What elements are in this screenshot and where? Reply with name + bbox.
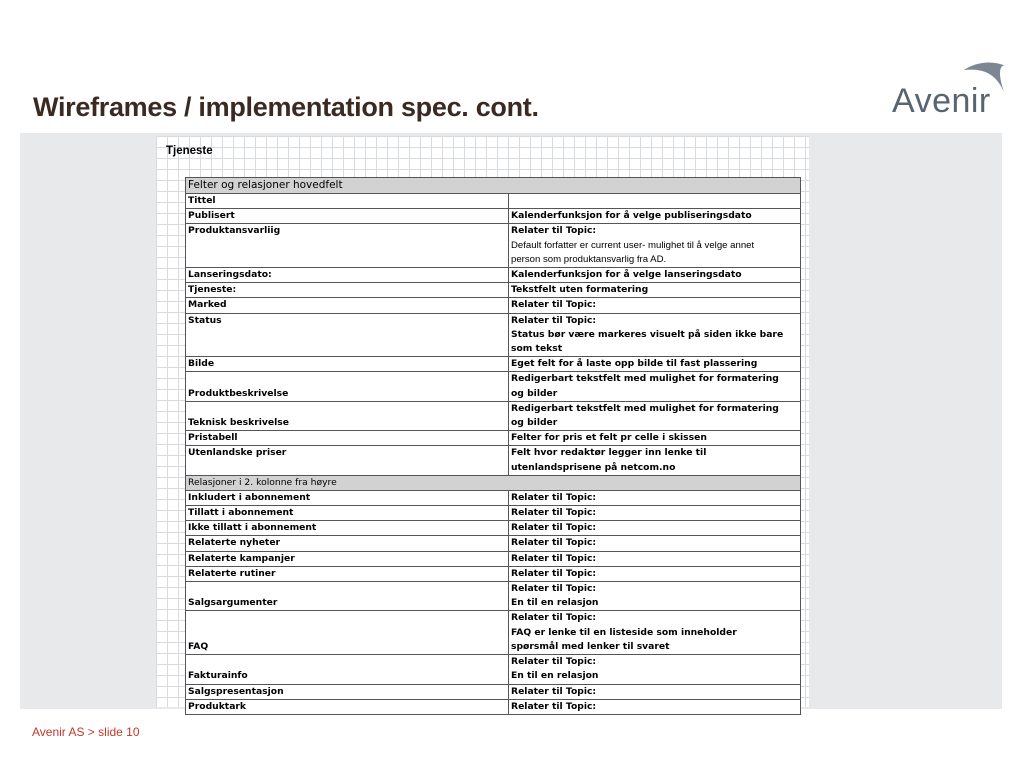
table-row bbox=[186, 401, 801, 430]
description-line: Relater til Topic: bbox=[511, 656, 597, 668]
description-line: Relater til Topic: bbox=[511, 552, 597, 564]
field-description-cell bbox=[509, 611, 801, 655]
table-row bbox=[186, 684, 801, 699]
table-row bbox=[186, 209, 801, 224]
field-description-cell bbox=[509, 536, 801, 551]
description-line: Relater til Topic: bbox=[511, 583, 597, 595]
field-description-cell bbox=[509, 431, 801, 446]
field-description-cell bbox=[509, 551, 801, 566]
field-description-cell bbox=[509, 446, 801, 475]
description-line: Relater til Topic: bbox=[511, 491, 597, 503]
section-header: Relasjoner i 2. kolonne fra høyre bbox=[186, 475, 801, 490]
description-line: Felter for pris et felt pr celle i skissen bbox=[511, 432, 707, 444]
description-line: Tekstfelt uten formatering bbox=[511, 284, 649, 296]
table-row bbox=[186, 699, 801, 714]
description-line: person som produktansvarlig fra AD. bbox=[511, 253, 667, 265]
table-row bbox=[186, 655, 801, 684]
field-description-cell bbox=[509, 283, 801, 298]
spec-table bbox=[185, 177, 801, 715]
field-name-cell: Relaterte rutiner bbox=[186, 566, 509, 581]
sheet-title: Tjeneste bbox=[166, 145, 213, 157]
field-description-cell bbox=[509, 699, 801, 714]
logo-text: Avenir bbox=[892, 82, 991, 120]
field-description-cell bbox=[509, 209, 801, 224]
description-line bbox=[511, 194, 798, 208]
description-line: Kalenderfunksjon for å velge publiseringsdato bbox=[511, 210, 752, 222]
table-row bbox=[186, 283, 801, 298]
field-description-cell bbox=[509, 194, 801, 209]
description-line: Default forfatter er current user- mulighet til å velge annet bbox=[511, 239, 755, 251]
table-row bbox=[186, 446, 801, 475]
description-line: Relater til Topic: bbox=[511, 507, 597, 519]
description-line: Redigerbart tekstfelt med mulighet for formatering bbox=[511, 373, 779, 385]
field-name-cell: Produktbeskrivelse bbox=[186, 372, 509, 401]
description-line: spørsmål med lenker til svaret bbox=[511, 640, 670, 652]
description-line: Relater til Topic: bbox=[511, 685, 597, 697]
field-name-cell: Inkludert i abonnement bbox=[186, 490, 509, 505]
field-name-cell: Bilde bbox=[186, 357, 509, 372]
table-row bbox=[186, 194, 801, 209]
description-line: Relater til Topic: bbox=[511, 299, 597, 311]
table-row bbox=[186, 431, 801, 446]
field-description-cell bbox=[509, 313, 801, 357]
field-name-cell: Produktark bbox=[186, 699, 509, 714]
field-name-cell: Relaterte kampanjer bbox=[186, 551, 509, 566]
table-row bbox=[186, 298, 801, 313]
table-row bbox=[186, 268, 801, 283]
description-line: Redigerbart tekstfelt med mulighet for formatering bbox=[511, 402, 779, 414]
section-header-row bbox=[186, 178, 801, 194]
field-name-cell: Publisert bbox=[186, 209, 509, 224]
slide-title: Wireframes / implementation spec. cont. bbox=[33, 92, 539, 122]
field-description-cell bbox=[509, 566, 801, 581]
field-name-cell: Salgsargumenter bbox=[186, 582, 509, 611]
section-header: Felter og relasjoner hovedfelt bbox=[186, 178, 801, 194]
field-name-cell: Ikke tillatt i abonnement bbox=[186, 521, 509, 536]
table-row bbox=[186, 582, 801, 611]
description-line: som tekst bbox=[511, 343, 563, 355]
field-name-cell: Utenlandske priser bbox=[186, 446, 509, 475]
table-row bbox=[186, 551, 801, 566]
field-description-cell bbox=[509, 655, 801, 684]
field-description-cell bbox=[509, 506, 801, 521]
description-line: Relater til Topic: bbox=[511, 567, 597, 579]
field-name-cell: Lanseringsdato: bbox=[186, 268, 509, 283]
table-row bbox=[186, 611, 801, 655]
field-name-cell: Salgspresentasjon bbox=[186, 684, 509, 699]
field-description-cell bbox=[509, 357, 801, 372]
field-description-cell bbox=[509, 298, 801, 313]
table-row bbox=[186, 506, 801, 521]
description-line: En til en relasjon bbox=[511, 597, 599, 609]
field-name-cell: Pristabell bbox=[186, 431, 509, 446]
field-description-cell bbox=[509, 582, 801, 611]
avenir-logo bbox=[892, 60, 1007, 126]
field-name-cell: Status bbox=[186, 313, 509, 357]
field-name-cell: Tjeneste: bbox=[186, 283, 509, 298]
table-row bbox=[186, 566, 801, 581]
description-line: Relater til Topic: bbox=[511, 700, 597, 712]
table-row bbox=[186, 313, 801, 357]
description-line: Relater til Topic: bbox=[511, 612, 597, 624]
description-line: Eget felt for å laste opp bilde til fast plassering bbox=[511, 358, 758, 370]
description-line: Relater til Topic: bbox=[511, 225, 597, 237]
table-row bbox=[186, 490, 801, 505]
field-description-cell bbox=[509, 268, 801, 283]
table-row bbox=[186, 521, 801, 536]
table-row bbox=[186, 357, 801, 372]
field-description-cell bbox=[509, 401, 801, 430]
description-line: og bilder bbox=[511, 417, 558, 429]
description-line: Relater til Topic: bbox=[511, 537, 597, 549]
table-row bbox=[186, 372, 801, 401]
field-description-cell bbox=[509, 224, 801, 268]
description-line: Relater til Topic: bbox=[511, 314, 597, 326]
field-description-cell bbox=[509, 684, 801, 699]
field-description-cell bbox=[509, 372, 801, 401]
field-name-cell: Fakturainfo bbox=[186, 655, 509, 684]
description-line: Felt hvor redaktør legger inn lenke til bbox=[511, 447, 707, 459]
description-line: En til en relasjon bbox=[511, 670, 599, 682]
description-line: Kalenderfunksjon for å velge lanseringsdato bbox=[511, 269, 742, 281]
field-description-cell bbox=[509, 490, 801, 505]
footer-slide-number: Avenir AS > slide 10 bbox=[32, 725, 140, 739]
description-line: utenlandsprisene på netcom.no bbox=[511, 461, 676, 473]
description-line: og bilder bbox=[511, 387, 558, 399]
field-name-cell: Tittel bbox=[186, 194, 509, 209]
section-header-row bbox=[186, 475, 801, 490]
description-line: Status bør være markeres visuelt på siden ikke bare bbox=[511, 328, 784, 340]
description-line: FAQ er lenke til en listeside som inneholder bbox=[511, 626, 737, 638]
table-row bbox=[186, 536, 801, 551]
field-description-cell bbox=[509, 521, 801, 536]
field-name-cell: Relaterte nyheter bbox=[186, 536, 509, 551]
description-line: Relater til Topic: bbox=[511, 522, 597, 534]
field-name-cell: Tillatt i abonnement bbox=[186, 506, 509, 521]
field-name-cell: Marked bbox=[186, 298, 509, 313]
field-name-cell: Teknisk beskrivelse bbox=[186, 401, 509, 430]
field-name-cell: FAQ bbox=[186, 611, 509, 655]
field-name-cell: Produktansvarliig bbox=[186, 224, 509, 268]
table-row bbox=[186, 224, 801, 268]
